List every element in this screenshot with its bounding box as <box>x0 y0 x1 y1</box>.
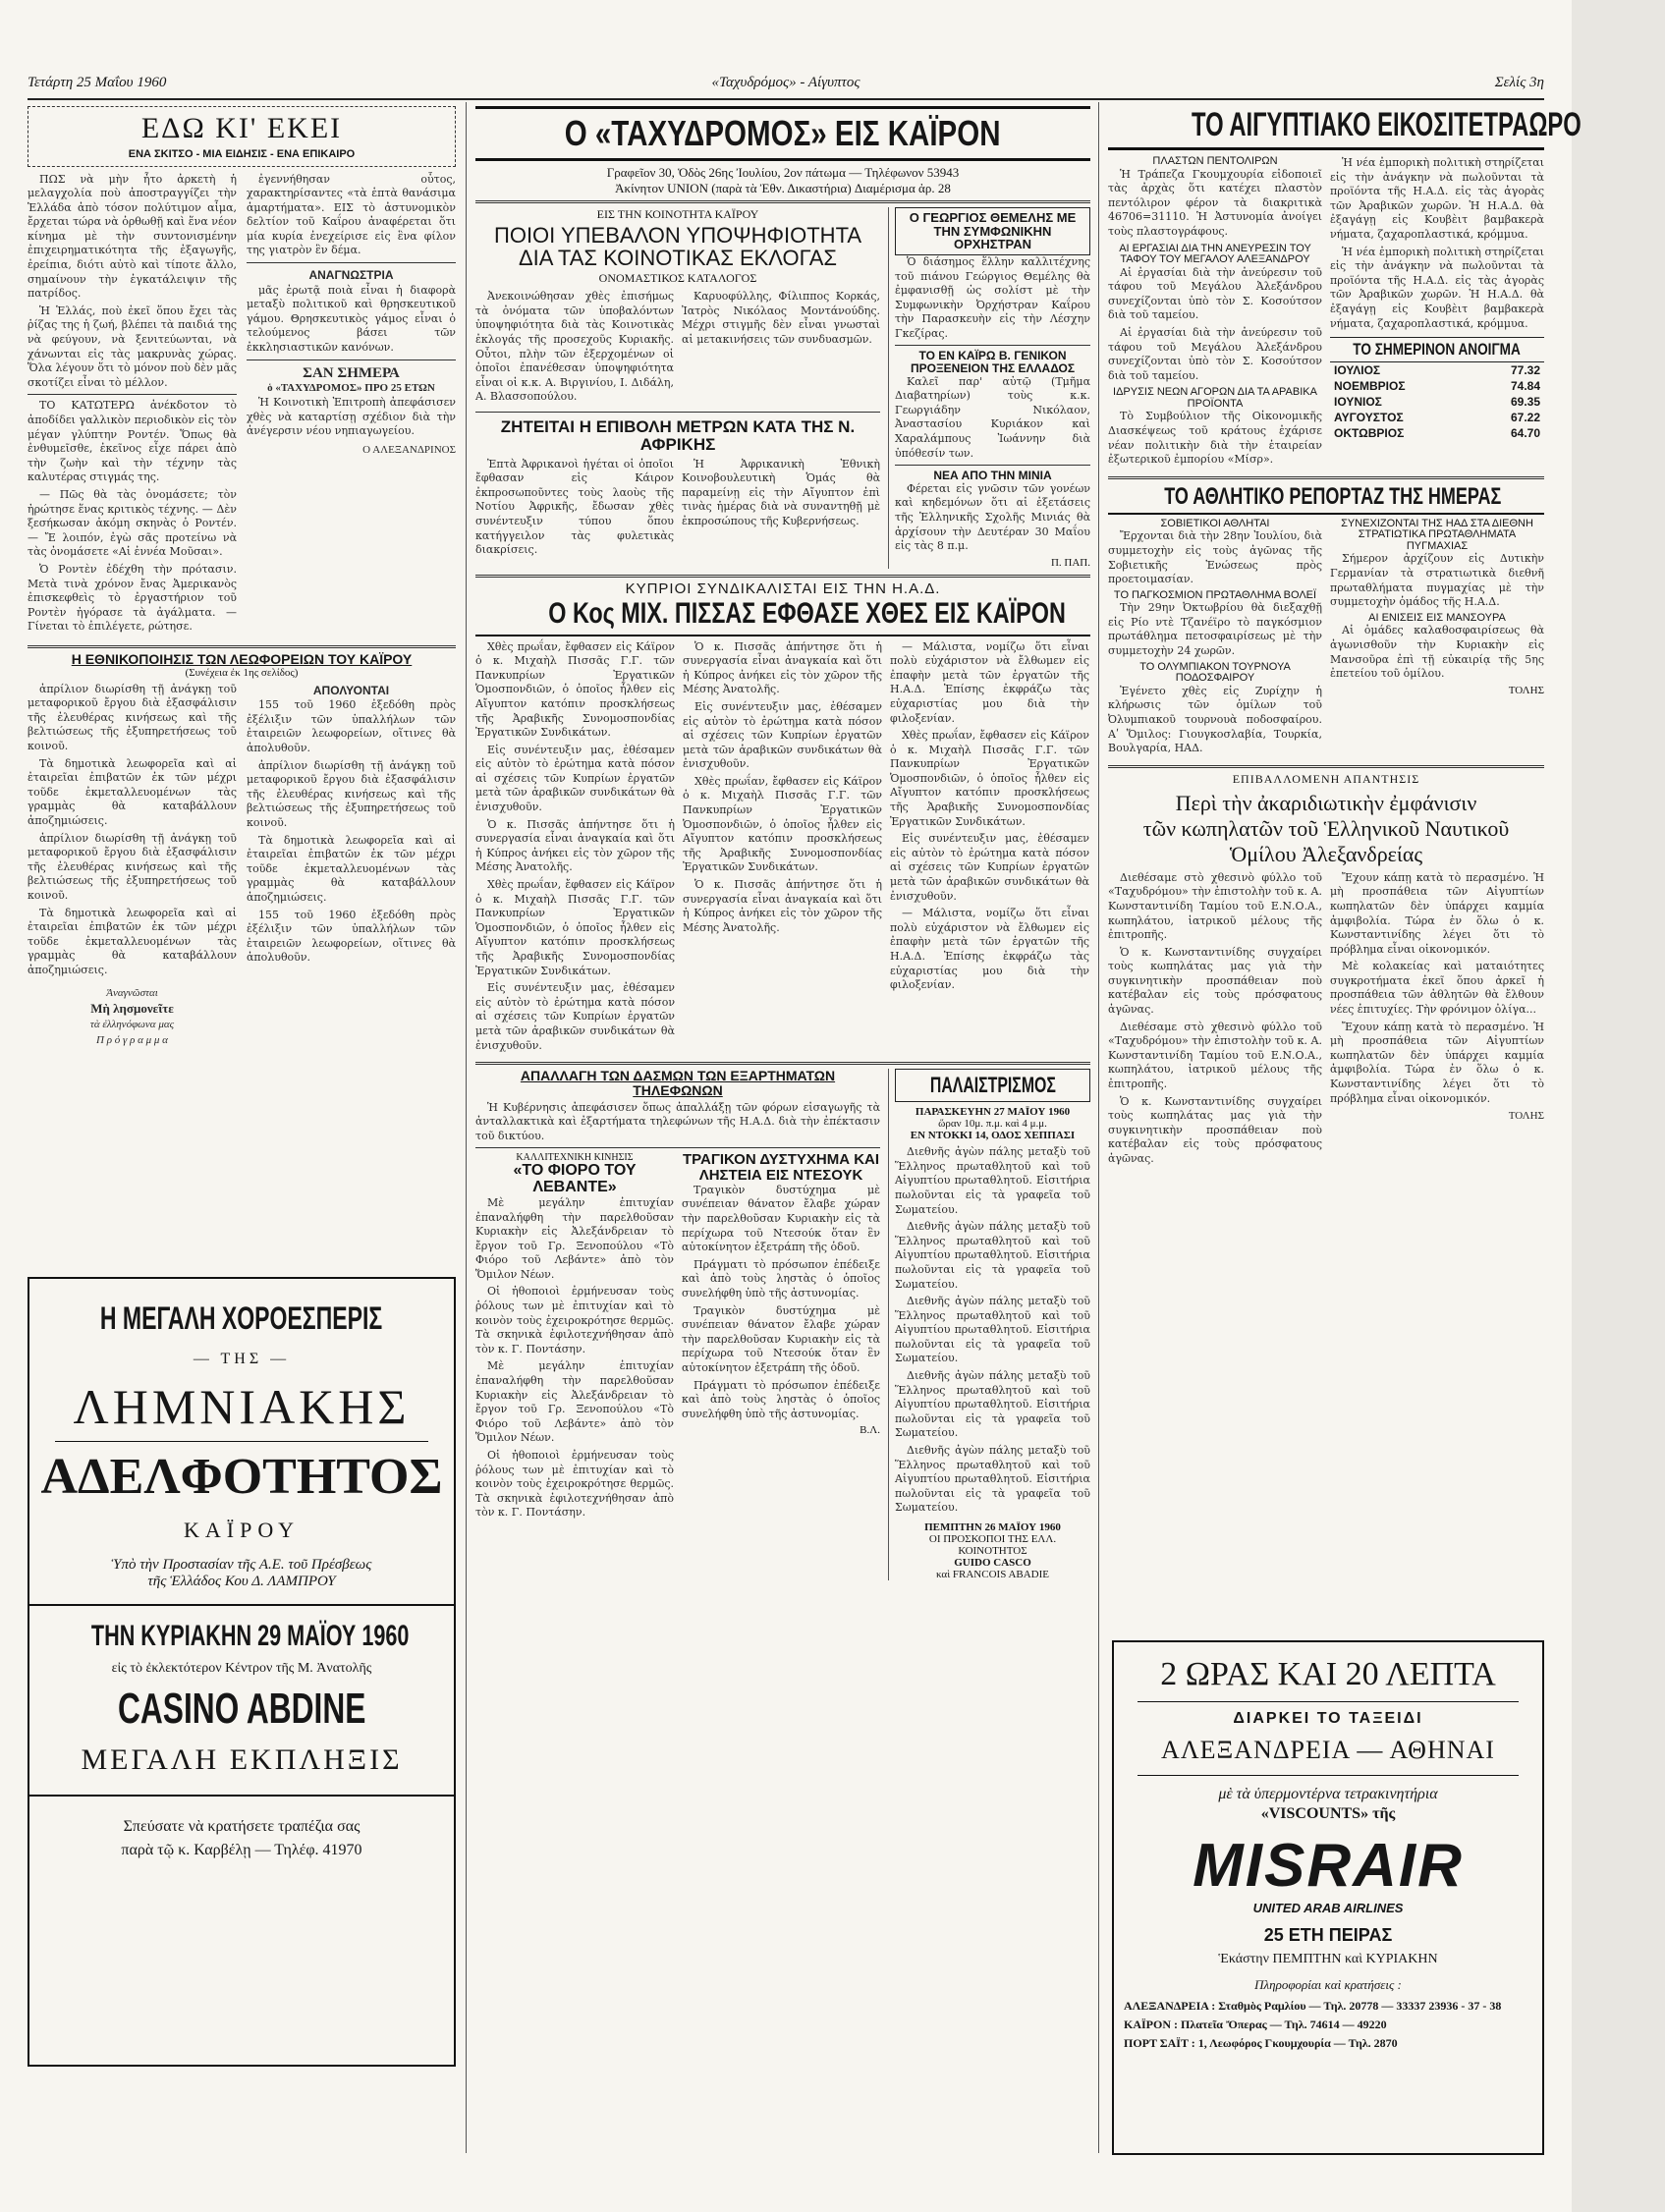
notice-line: Μὴ λησμονεῖτε <box>90 1001 174 1017</box>
buses-headline: Η ΕΘΝΙΚΟΠΟΙΗΣΙΣ ΤΩΝ ΛΕΩΦΟΡΕΙΩΝ ΤΟΥ ΚΑΪΡΟΥ <box>71 650 413 667</box>
racing-venue: ΕΝ ΝΤΟΚΚΙ 14, ΟΔΟΣ ΧΕΠΠΑΣΙ <box>910 1130 1076 1142</box>
ad-reserve-1: Σπεύσατε νὰ κρατήσετε τραπέζια σας <box>123 1818 361 1835</box>
office-address-2: Ἀκίνητον UNION (παρὰ τὰ Ἐθν. Δικαστήρια) Διαμέρισμα ἀρ. 28 <box>615 181 951 195</box>
column-text <box>895 1145 1090 1516</box>
paragraph: Μὲ μεγάλην ἐπιτυχίαν ἐπαναλήφθη τὴν παρελθοῦσαν Κυριακὴν εἰς Ἀλεξάνδρειαν τὸ ἔργον τοῦ Γρ. Ξενοπούλου «Τὸ Φιόρο τοῦ Λεβάντε» ἀπὸ τὸν Ὅμιλον Νέων. <box>475 1195 674 1281</box>
misrair-aircraft: «VISCOUNTS» τῆς <box>1260 1805 1396 1822</box>
paragraph: Εἰς συνέντευξιν μας, ἐθέσαμεν εἰς αὐτὸν τὸ ἐρώτημα κατὰ πόσον αἱ σχέσεις τῶν Κυπρίων ἐργατῶν μετὰ τῶν ἀραβικῶν συνδικάτων θὰ ἐνισχυθοῦν. <box>475 743 675 814</box>
racing-footer-2: ΟΙ ΠΡΟΣΚΟΠΟΙ ΤΗΣ ΕΛΛ. ΚΟΙΝΟΤΗΤΟΣ <box>928 1533 1057 1558</box>
paragraph: Αἱ ἐργασίαι διὰ τὴν ἀνεύρεσιν τοῦ τάφου τοῦ Μεγάλου Ἀλεξάνδρου συνεχίζονται ὑπὸ τὸν Σ. Κοσούτσον διὰ τοῦ ταμείου. <box>1108 265 1322 322</box>
paragraph: Χθὲς πρωΐαν, ἔφθασεν εἰς Κάϊρον ὁ κ. Μιχαὴλ Πισσᾶς Γ.Γ. τῶν Πανκυπρίων Ἐργατικῶν Ὁμοσπονδιῶν, ὁ ὁποῖος ἦλθεν εἰς Αἴγυπτον κατόπιν προσκλήσεως τῆς Ἀραβικῆς Συνομοσπονδίας Ἐργατικῶν Συνδικάτων. <box>475 639 675 740</box>
reply-title-1: Περὶ τὴν ἀκαριδιωτικὴν ἐμφάνισιν <box>1175 790 1477 815</box>
column-text <box>1330 871 1544 1170</box>
edo-ki-ekei-subtitle: ΕΝΑ ΣΚΙΤΣΟ - ΜΙΑ ΕΙΔΗΣΙΣ - ΕΝΑ ΕΠΙΚΑΙΡΟ <box>128 147 356 160</box>
pissas-kicker: ΚΥΠΡΙΟΙ ΣΥΝΔΙΚΑΛΙΣΤΑΙ ΕΙΣ ΤΗΝ Η.Α.Δ. <box>625 580 941 597</box>
paragraph: Τραγικὸν δυστύχημα μὲ συνέπειαν θάνατον ἔλαβε χώραν τὴν παρελθοῦσαν Κυριακὴν εἰς τὰ περίχωρα τοῦ Ντεσούκ ὅταν ἓν αὐτοκίνητον ἐξετράπη τῆς ὁδοῦ. <box>682 1303 880 1374</box>
reply-title-3: Ὁμίλου Ἀλεξανδρείας <box>1229 841 1423 866</box>
paragraph: Ὁ Ροντὲν ἐδέχθη τὴν πρότασιν. Μετὰ τινὰ χρόνον ἔνας Ἀμερικανὸς ἐπισκεφθεὶς τὸ ἐργαστήριον τοῦ Ροντὲν ἠγόρασε τὰ ἀγάλματα. — Γίνεται τὸ ἐπιλέγετε, ρώτησε. <box>28 562 237 634</box>
misrair-port-said: ΠΟΡΤ ΣΑΪΤ : 1, Λεωφόρος Γκουμχουρία — Τηλ. 2870 <box>1124 2036 1398 2050</box>
column-divider <box>466 102 467 2153</box>
subheading: ΑΙ ΕΝΙΣΕΙΣ ΕΙΣ ΜΑΝΣΟΥΡΑ <box>1368 611 1506 624</box>
column-text <box>1108 156 1322 470</box>
column-text <box>28 173 237 637</box>
column-text <box>1330 156 1544 470</box>
ad-date: ΤΗΝ ΚΥΡΙΑΚΗΝ 29 ΜΑΪΟΥ 1960 <box>90 1620 410 1652</box>
notice-line: τὰ ἐλληνόφωνα μας <box>89 1019 175 1031</box>
cotton-month: ΑΥΓΟΥΣΤΟΣ <box>1334 411 1404 425</box>
elections-sub: ΟΝΟΜΑΣΤΙΚΟΣ ΚΑΤΑΛΟΓΟΣ <box>598 271 757 286</box>
page-masthead <box>28 73 1544 100</box>
signature: ΤΟΛΗΣ <box>1508 1110 1544 1123</box>
ad-top-line: Η ΜΕΓΑΛΗ ΧΟΡΟΕΣΠΕΡΙΣ <box>100 1300 383 1336</box>
misrair-info: Πληροφορίαι καὶ κρατήσεις : <box>1254 1977 1402 1992</box>
paragraph: Διεθνῆς ἀγὼν πάλης μεταξὺ τοῦ Ἕλληνος πρωταθλητοῦ καὶ τοῦ Αἰγυπτίου πρωταθλητοῦ. Εἰσιτήρια πωλοῦνται εἰς τὰ γραφεῖα τοῦ Σωματείου. <box>895 1220 1090 1291</box>
paragraph: Μὲ κολακείας καὶ ματαιότητες συγκροτήματα ἐκεῖ ὅπου ἀρκεῖ ἡ προσπάθεια τῶν ἀθλητῶν θὰ ἔλθουν νέες ἐπιτυχίες. Τὴν φρόνιμον ὀλίγα... <box>1330 960 1544 1017</box>
subheading: ΠΛΑΣΤΩΝ ΠΕΝΤΟΛΙΡΩΝ <box>1152 155 1278 167</box>
dance-advertisement <box>28 1277 456 2067</box>
signature: ΤΟΛΗΣ <box>1508 684 1544 696</box>
column-text <box>247 683 456 1049</box>
paragraph: Εἰς συνέντευξιν μας, ἐθέσαμεν εἰς αὐτὸν τὸ ἐρώτημα κατὰ πόσον αἱ σχέσεις τῶν Κυπρίων ἐργατῶν μετὰ τῶν ἀραβικῶν συνδικάτων θὰ ἐνισχυθοῦν. <box>683 699 882 771</box>
paragraph: Ἡ νέα ἐμπορικὴ πολιτικὴ στηρίζεται εἰς τὴν ἀνάγκην νὰ πωλοῦνται τὰ προϊόντα τῆς Η.Α.Δ. εἰς τὰς ἀγορὰς τῶν Ἀραβικῶν χωρῶν. Ἡ Η.Α.Δ. θὰ ἐξαγάγῃ εἰς Κουβὲιτ βαμβακερὰ νήματα, ζαχαροπλαστικά, κρόμμυα. <box>1330 245 1544 330</box>
subheading: ΑΠΟΛΥΟΝΤΑΙ <box>312 683 390 697</box>
notice-line: Ἀναγνῶσται <box>106 987 158 1000</box>
paragraph: Αἱ ἐργασίαι διὰ τὴν ἀνεύρεσιν τοῦ τάφου τοῦ Μεγάλου Ἀλεξάνδρου συνεχίζονται ὑπὸ τὸν Σ. Κοσούτσον διὰ τοῦ ταμείου. <box>1108 325 1322 382</box>
paragraph: Ὁ κ. Πισσᾶς ἀπήντησε ὅτι ἡ συνεργασία εἶναι ἀναγκαία καὶ ὅτι ἡ Κύπρος ἀνήκει εἰς τὸν χῶρον τῆς Μέσης Ἀνατολῆς. <box>683 878 882 934</box>
column-text <box>475 1196 674 1521</box>
paragraph: Ἔρχονται διὰ τὴν 28ην Ἰουλίου, διὰ συμμετοχὴν εἰς τοὺς ἀγῶνας τῆς Σοβιετικῆς Ἑνώσεως πρὸς προετοιμασίαν. <box>1108 529 1322 586</box>
column-text <box>683 640 882 1057</box>
fioro-kicker: ΚΑΛΛΙΤΕΧΝΙΚΗ ΚΙΝΗΣΙΣ <box>516 1152 634 1164</box>
paragraph: Ἐγένετο χθὲς εἰς Ζυρίχην ἡ κλήρωσις τῶν ὁμίλων τοῦ Ὀλυμπιακοῦ τουρνουὰ ποδοσφαίρου. Αʹ Ὅμιλος: Γιουγκοσλαβία, Τουρκία, Βουλγαρία, ΗΑΔ. <box>1108 684 1322 755</box>
cotton-row <box>1330 410 1544 425</box>
column-text <box>1108 519 1322 759</box>
paragraph: Διεθνῆς ἀγὼν πάλης μεταξὺ τοῦ Ἕλληνος πρωταθλητοῦ καὶ τοῦ Αἰγυπτίου πρωταθλητοῦ. Εἰσιτήρια πωλοῦνται εἰς τὰ γραφεῖα τοῦ Σωματείου. <box>895 1145 1090 1216</box>
ad-reserve-2: παρὰ τῷ κ. Καρβέλῃ — Τηλέφ. 41970 <box>121 1842 362 1858</box>
cotton-row <box>1330 394 1544 410</box>
paragraph: ἀπρίλιον διωρίσθη τῇ ἀνάγκῃ τοῦ μεταφορικοῦ ἔργου διὰ ἐξασφάλισιν τῆς ἐλευθέρας κινήσεως καὶ τῆς βελτιώσεως τῆς ἐξυπηρετήσεως τοῦ κοινοῦ. <box>247 758 456 829</box>
paragraph: Διεθνῆς ἀγὼν πάλης μεταξὺ τοῦ Ἕλληνος πρωταθλητοῦ καὶ τοῦ Αἰγυπτίου πρωταθλητοῦ. Εἰσιτήρια πωλοῦνται εἰς τὰ γραφεῖα τοῦ Σωματείου. <box>895 1295 1090 1365</box>
paragraph: Ἡ Τράπεζα Γκουμχουρία εἰδοποιεῖ τὰς ἀρχὰς ὅτι κατέχει πλαστὸν πεντόλιρον φέρον τὰ διακριτικὰ 46706=31110. Ἡ Ἀστυνομία ἀνοίγει τοὺς πλαστογράφους. <box>1108 167 1322 238</box>
paragraph: Τὰ δημοτικὰ λεωφορεῖα καὶ αἱ ἐταιρεῖαι ἐπιβατῶν ἐκ τῶν μέχρι τοῦδε ἐκμεταλλευομένων τὰς γραμμὰς θὰ καταβάλλουν ἀποζημιώσεις. <box>28 756 237 827</box>
column-text <box>682 290 880 408</box>
announce-heading: ΑΝΑΓΝΩΣΤΡΙΑ <box>308 268 394 283</box>
signature: Π. ΠΑΠ. <box>1050 556 1090 569</box>
accident-article <box>682 1152 880 1523</box>
center-lower-left <box>475 1069 880 1580</box>
subheading: ΤΟ ΟΛΥΜΠΙΑΚΟΝ ΤΟΥΡΝΟΥΑ ΠΟΔΟΣΦΑΙΡΟΥ <box>1139 660 1291 685</box>
paragraph: 155 τοῦ 1960 ἐξεδόθη πρὸς ἐξέλιξιν τῶν ὑπαλλήλων τῶν ἐταιρειῶν λεωφορείων, οἵτινες θὰ ἀπολυθοῦν. <box>247 908 456 965</box>
minia-headline: ΝΕΑ ΑΠΟ ΤΗΝ ΜΙΝΙΑ <box>933 469 1052 483</box>
column-left <box>28 106 456 1265</box>
subheading: ΙΔΡΥΣΙΣ ΝΕΩΝ ΑΓΟΡΩΝ ΔΙΑ ΤΑ ΑΡΑΒΙΚΑ ΠΡΟΪΟΝΤΑ <box>1113 386 1317 410</box>
paragraph: Ἀνεκοινώθησαν χθὲς ἐπισήμως τὰ ὀνόματα τῶν ὑποβαλόντων ὑποψηφιότητα διὰ τὰς Κοινοτικὰς ἐκλογάς τῆς προσεχοῦς Κυριακῆς. Οὗτοι, πλὴν τῶν ἐξερχομένων οἱ ὁποῖοι ἐπανέθεσαν ὑποψηφιότητα εἶναι οἱ κ.κ. Α. Βιργινίου, Ι. Διδάλη, Α. Βλασσοπούλου. <box>475 290 674 404</box>
racing-headline: ΠΑΛΑΙΣΤΡΙΣΜΟΣ <box>929 1073 1056 1098</box>
reply-kicker: ΕΠΙΒΑΛΛΟΜΕΝΗ ΑΠΑΝΤΗΣΙΣ <box>1232 771 1420 786</box>
paragraph: Εἰς συνέντευξιν μας, ἐθέσαμεν εἰς αὐτὸν τὸ ἐρώτημα κατὰ πόσον αἱ σχέσεις τῶν Κυπρίων ἐργατῶν μετὰ τῶν ἀραβικῶν συνδικάτων θὰ ἐνισχυθοῦν. <box>890 832 1089 903</box>
ad-surprise: ΜΕΓΑΛΗ ΕΚΠΛΗΞΙΣ <box>81 1743 403 1776</box>
reply-title-2: τῶν κωπηλατῶν τοῦ Ἑλληνικοῦ Ναυτικοῦ <box>1142 815 1510 841</box>
racing-footer-3: GUIDO CASCO <box>954 1557 1031 1570</box>
telephones-headline: ΑΠΑΛΛΑΓΗ ΤΩΝ ΔΑΣΜΩΝ ΤΩΝ ΕΞΑΡΤΗΜΑΤΩΝ ΤΗΛΕΦΩΝΩΝ <box>520 1068 836 1098</box>
ad-the: — ΤΗΣ — <box>193 1351 291 1367</box>
paragraph: μᾶς ἐρωτᾷ ποιὰ εἶναι ἡ διαφορὰ μεταξὺ πολιτικοῦ καὶ θρησκευτικοῦ γάμου. Θρησκευτικὸς γάμος εἶναι ὁ τελούμενος βάσει τῶν ἐκκλησιαστικῶν κανόνων. <box>247 283 456 355</box>
column-center <box>475 106 1090 2159</box>
paragraph: Διεθέσαμε στὸ χθεσινὸ φύλλο τοῦ «Ταχυδρόμου» τὴν ἐπιστολὴν τοῦ κ. Α. Κωνσταντινίδη Ταμίου τοῦ Ε.Ν.Ο.Α., κωπηλάτου, ἰατρικοῦ μέλους τῆς ἐπιτροπῆς. <box>1108 1020 1322 1091</box>
ad-venue: CASINO ABDINE <box>117 1685 366 1733</box>
signature: Ο ΑΛΕΞΑΝΔΡΙΝΟΣ <box>362 443 456 456</box>
notice-line: Π ρ ό γ ρ α μ μ α <box>96 1034 168 1047</box>
cairo-office-title: Ο «ΤΑΧΥΔΡΟΜΟΣ» ΕΙΣ ΚΑΪΡΟΝ <box>565 113 1001 153</box>
paragraph: ΠΩΣ νὰ μὴν ἦτο ἀρκετὴ ἡ μελαγχολία ποὺ ἀποστραγγίζει τὴν Ἑλλάδα ἀπὸ τόσον πολύτιμον αἷμα, ἔρχεται τώρα νὰ ὀρθωθῇ καὶ ἕνα νέον κίνημα μὲ τὴν συντονισμένην ἐπιχειρηματικότητα τῆς ἐξαγωγῆς, ἐρείπια, διότι αὐτὸ καὶ τίποτε ἄλλο, σημαίνουν τὴν ἐγκατάλειψιν τῆς πατρίδος. <box>28 172 237 301</box>
south-africa-headline: ΖΗΤΕΙΤΑΙ Η ΕΠΙΒΟΛΗ ΜΕΤΡΩΝ ΚΑΤΑ ΤΗΣ Ν. ΑΦΡΙΚΗΣ <box>500 416 856 454</box>
pissas-headline: Ο Κος ΜΙΧ. ΠΙΣΣΑΣ ΕΦΘΑΣΕ ΧΘΕΣ ΕΙΣ ΚΑΪΡΟΝ <box>548 596 1066 630</box>
subheading: ΣΥΝΕΧΙΖΟΝΤΑΙ ΤΗΣ ΗΑΔ ΣΤΑ ΔΙΕΘΝΗ ΣΤΡΑΤΙΩΤΙΚΑ ΠΡΩΤΑΘΛΗΜΑΤΑ ΠΥΓΜΑΧΙΑΣ <box>1341 517 1533 552</box>
misrair-duration: 2 ΩΡΑΣ ΚΑΙ 20 ΛΕΠΤΑ <box>1160 1656 1496 1692</box>
ad-org-1: ΛΗΜΝΙΑΚΗΣ <box>73 1379 411 1434</box>
paragraph: — Πῶς θὰ τὰς ὀνομάσετε; τὸν ἠρώτησε ἕνας κριτικὸς τέχνης. — Δὲν ξεσήκωσαν ἀκόμη σκηνὰς ὁ Ροντέν. — Ἔ λοιπόν, ἐγὼ σᾶς προτείνω νὰ τὰς ὀνομάσετε «Αἱ ἐννέα Μοῦσαι». <box>28 487 237 559</box>
paragraph: Χθὲς πρωΐαν, ἔφθασεν εἰς Κάϊρον ὁ κ. Μιχαὴλ Πισσᾶς Γ.Γ. τῶν Πανκυπρίων Ἐργατικῶν Ὁμοσπονδιῶν, ὁ ὁποῖος ἦλθεν εἰς Αἴγυπτον κατόπιν προσκλήσεως τῆς Ἀραβικῆς Συνομοσπονδίας Ἐργατικῶν Συνδικάτων. <box>683 774 882 874</box>
misrair-days: Ἑκάστην ΠΕΜΠΤΗΝ καὶ ΚΥΡΙΑΚΗΝ <box>1218 1952 1438 1966</box>
paragraph: Ὁ κ. Κωνσταντινίδης συγχαίρει τοὺς κωπηλάτας μας γιὰ τὴν συγκινητικὴν προσπάθειαν ποὺ κατέβαλαν εἰς τοὺς πρόσφατους ἀγῶνας. <box>1108 945 1322 1017</box>
cotton-price: 64.70 <box>1510 426 1540 441</box>
consulate-headline: ΤΟ ΕΝ ΚΑΪΡΩ Β. ΓΕΝΙΚΟΝ ΠΡΟΞΕΝΕΙΟΝ ΤΗΣ ΕΛΛΑΔΟΣ <box>910 349 1076 376</box>
column-text <box>475 290 674 408</box>
paragraph: Ἡ Κοινοτικὴ Ἐπιτροπὴ ἀπεφάσισεν χθὲς νὰ καταρτίσῃ σχέδιον διὰ τὴν ἀνέγερσιν νέου νηπιαγωγείου. <box>247 395 456 438</box>
paragraph: Ἡ Ἑλλάς, ποὺ ἐκεῖ ὅπου ἔχει τὰς ῥίζας της ἡ ζωή, βλέπει τὰ παιδιά της νὰ φεύγουν, νὰ ξενιτεύωνται, νὰ χάνωνται εἰς τὰς μακρυνὰς χώρας. Ὅλα λέγουν ὅτι τὸ μόνον ποὺ δὲν μᾶς σκοτίζει εἶναι τὸ μέλλον. <box>28 304 237 389</box>
paragraph: Ὁ κ. Πισσᾶς ἀπήντησε ὅτι ἡ συνεργασία εἶναι ἀναγκαία καὶ ὅτι ἡ Κύπρος ἀνήκει εἰς τὸν χῶρον τῆς Μέσης Ἀνατολῆς. <box>683 639 882 696</box>
subheading: ΣΟΒΙΕΤΙΚΟΙ ΑΘΛΗΤΑΙ <box>1160 517 1270 529</box>
paragraph: Ἔχουν κάπῃ κατὰ τὸ περασμένο. Ἡ μὴ προσπάθεια τῶν Αἰγυπτίων κωπηλατῶν δὲν ὑπάρχει καμμία ἀμφιβολία. Τώρα ἐν ὅλω ὁ κ. Κωνσταντινίδης λέγει ὅτι τὸ πρόβλημα εἶναι οἰκονομικόν. <box>1330 1020 1544 1105</box>
racing-article <box>888 1069 1090 1580</box>
racing-footer-1: ΠΕΜΠΤΗΝ 26 ΜΑΪΟΥ 1960 <box>924 1521 1061 1534</box>
paragraph: Χθὲς πρωΐαν, ἔφθασεν εἰς Κάϊρον ὁ κ. Μιχαὴλ Πισσᾶς Γ.Γ. τῶν Πανκυπρίων Ἐργατικῶν Ὁμοσπονδιῶν, ὁ ὁποῖος ἦλθεν εἰς Αἴγυπτον κατόπιν προσκλήσεως τῆς Ἀραβικῆς Συνομοσπονδίας Ἐργατικῶν Συνδικάτων. <box>475 878 675 977</box>
ad-patron-2: τῆς Ἑλλάδος Κου Δ. ΛΑΜΠΡΟΥ <box>147 1574 336 1589</box>
elections-article <box>475 207 880 569</box>
column-text <box>475 1101 880 1144</box>
paragraph: ἀπρίλιον διωρίσθη τῇ ἀνάγκῃ τοῦ μεταφορικοῦ ἔργου διὰ ἐξασφάλισιν τῆς ἐλευθέρας κινήσεως καὶ τῆς βελτιώσεως τῆς ἐξυπηρετήσεως τοῦ κοινοῦ. <box>28 682 237 752</box>
cotton-row <box>1330 362 1544 378</box>
column-text <box>682 1184 880 1422</box>
cotton-price: 74.84 <box>1510 379 1540 394</box>
cotton-row <box>1330 425 1544 441</box>
paragraph: Τὸ Συμβούλιον τῆς Οἰκονομικῆς Διασκέψεως τοῦ κράτους ἐχάρισε νέαν πολιτικὴν διὰ τὴν ἑταιρείαν ἐξωτερικοῦ ἐμπορίου «Μίσρ». <box>1108 410 1322 467</box>
cotton-month: ΝΟΕΜΒΡΙΟΣ <box>1334 379 1406 394</box>
paragraph: — Μάλιστα, νομίζω ὅτι εἶναι πολὺ εὐχάριστον νὰ ἔλθωμεν εἰς ἐπαφὴν μετὰ τῶν ἐργατῶν τῆς Η.Α.Δ. Ἐπίσης ἐκφράζω τὰς εὐχαριστίας μου διὰ τὴν φιλοξενίαν. <box>890 639 1089 725</box>
cotton-price: 67.22 <box>1510 411 1540 425</box>
column-text <box>682 458 880 561</box>
racing-time: ὥραν 10μ. π.μ. καὶ 4 μ.μ. <box>938 1118 1047 1131</box>
paragraph: Ἡ Κυβέρνησις ἀπεφάσισεν ὅπως ἀπαλλάξῃ τῶν φόρων εἰσαγωγῆς τὰ ἀνταλλακτικὰ καὶ ἐξαρτήματα τηλεφώνων τῆς Η.Α.Δ. διὰ τὴν ἐπέκτασιν τοῦ δικτύου. <box>475 1100 880 1142</box>
paragraph: Ἔχουν κάπῃ κατὰ τὸ περασμένο. Ἡ μὴ προσπάθεια τῶν Αἰγυπτίων κωπηλατῶν δὲν ὑπάρχει καμμία ἀμφιβολία. Τώρα ἐν ὅλω ὁ κ. Κωνσταντινίδης λέγει ὅτι τὸ πρόβλημα εἶναι οἰκονομικόν. <box>1330 870 1544 956</box>
ad-venue-pre: εἰς τὸ ἐκλεκτότερον Κέντρον τῆς Μ. Ἀνατολῆς <box>111 1661 372 1676</box>
misrair-advertisement <box>1112 1640 1544 2155</box>
paragraph: Διεθνῆς ἀγὼν πάλης μεταξὺ τοῦ Ἕλληνος πρωταθλητοῦ καὶ τοῦ Αἰγυπτίου πρωταθλητοῦ. Εἰσιτήρια πωλοῦνται εἰς τὰ γραφεῖα τοῦ Σωματείου. <box>895 1444 1090 1515</box>
reply-headline <box>1108 791 1544 867</box>
edo-ki-ekei-header <box>28 106 456 167</box>
paragraph: ΤΟ ΚΑΤΩΤΕΡΩ ἀνέκδοτον τὸ ἀποδίδει γαλλικὸν περιοδικὸν εἰς τὸν μέγαν γλύπτην Ροντέν. Ὅπως θὰ ἐνθυμεῖσθε, ἐκεῖνος εἶχε πάρει ἀπὸ τὴν ζωὴν καὶ τὴν τέχνην τὰς καλυτέρας στιγμάς της. <box>28 399 237 484</box>
cotton-month: ΙΟΥΝΙΟΣ <box>1334 395 1382 410</box>
paragraph: Ὁ διάσημος ἕλλην καλλιτέχνης τοῦ πιάνου Γεώργιος Θεμέλης θὰ ἐμφανισθῇ ὡς σολίστ μὲ τὴν Συμφωνικὴν Ὀρχήστραν Καΐρου τὴν Παρασκευὴν εἰς τὴν Λέσχην Γκεζίρας. <box>895 254 1090 340</box>
cotton-table <box>1330 362 1544 441</box>
paragraph: Καλεῖ παρ' αὐτῷ (Τμῆμα Διαβατηρίων) τοὺς κ.κ. Γεωργιάδην Νικόλαον, Ἀναστασίου Κυριάκον καὶ Χαραλάμπους Ἰωάννην διὰ ὑπόθεσίν των. <box>895 374 1090 460</box>
issue-date: Τετάρτη 25 Μαΐου 1960 <box>28 75 167 90</box>
paragraph: Ὁ κ. Πισσᾶς ἀπήντησε ὅτι ἡ συνεργασία εἶναι ἀναγκαία καὶ ὅτι ἡ Κύπρος ἀνήκει εἰς τὸν χῶρον τῆς Μέσης Ἀνατολῆς. <box>475 817 675 874</box>
column-text <box>895 482 1090 554</box>
accident-headline: ΤΡΑΓΙΚΟΝ ΔΥΣΤΥΧΗΜΑ ΚΑΙ ΛΗΣΤΕΙΑ ΕΙΣ ΝΤΕΣΟΥΚ <box>682 1151 880 1185</box>
paragraph: Τραγικὸν δυστύχημα μὲ συνέπειαν θάνατον ἔλαβε χώραν τὴν παρελθοῦσαν Κυριακὴν εἰς τὰ περίχωρα τοῦ Ντεσούκ ὅταν ἓν αὐτοκίνητον ἐξετράπη τῆς ὁδοῦ. <box>682 1183 880 1254</box>
column-text <box>247 173 456 637</box>
cotton-row <box>1330 378 1544 394</box>
paragraph: Πράγματι τὸ πρόσωπον ἐπέδειξε καὶ ἀπὸ τοὺς ληστὰς ὁ ὁποῖος συνελήφθη ὑπὸ τῆς ἀστυνομίας. <box>682 1257 880 1300</box>
elections-kicker: ΕΙΣ ΤΗΝ ΚΟΙΝΟΤΗΤΑ ΚΑΪΡΟΥ <box>596 207 759 221</box>
subheading: ΑΙ ΕΡΓΑΣΙΑΙ ΔΙΑ ΤΗΝ ΑΝΕΥΡΕΣΙΝ ΤΟΥ ΤΑΦΟΥ ΤΟΥ ΜΕΓΑΛΟΥ ΑΛΕΞΑΝΔΡΟΥ <box>1119 242 1311 266</box>
readers-notice <box>28 985 237 1048</box>
paragraph: Φέρεται εἰς γνῶσιν τῶν γονέων καὶ κηδεμόνων ὅτι αἱ ἐξετάσεις τῆς Ἑλληνικῆς Σχολῆς Μινιάς θὰ ἀρχίσουν τὴν Δευτέραν 30 Μαΐου εἰς τὰς 8 π.μ. <box>895 481 1090 553</box>
paragraph: Οἱ ἠθοποιοὶ ἐρμήνευσαν τοὺς ῥόλους των μὲ ἐπιτυχίαν καὶ τὸ κοινὸν τοὺς ἐχειροκρότησε θερμῶς. Τὰ σκηνικὰ ἐφιλοτεχνήθησαν ἀπὸ τὸν κ. Γ. Ποντάσην. <box>475 1449 674 1520</box>
paragraph: Διεθνῆς ἀγὼν πάλης μεταξὺ τοῦ Ἕλληνος πρωταθλητοῦ καὶ τοῦ Αἰγυπτίου πρωταθλητοῦ. Εἰσιτήρια πωλοῦνται εἰς τὰ γραφεῖα τοῦ Σωματείου. <box>895 1369 1090 1440</box>
egypt24-headline: ΤΟ ΑΙΓΥΠΤΙΑΚΟ ΕΙΚΟΣΙΤΕΤΡΑΩΡΟ <box>1192 106 1582 143</box>
san-simera-heading: ΣΑΝ ΣΗΜΕΡΑ <box>303 364 400 381</box>
paragraph: — Μάλιστα, νομίζω ὅτι εἶναι πολὺ εὐχάριστον νὰ ἔλθωμεν εἰς ἐπαφὴν μετὰ τῶν ἐργατῶν τῆς Η.Α.Δ. Ἐπίσης ἐκφράζω τὰς εὐχαριστίας μου διὰ τὴν φιλοξενίαν. <box>890 907 1089 992</box>
misrair-alex: ΑΛΕΞΑΝΔΡΕΙΑ : Σταθμὸς Ραμλίου — Τηλ. 20778 — 33337 23936 - 37 - 38 <box>1124 1999 1502 2013</box>
paragraph: Σήμερον ἀρχίζουν εἰς Δυτικὴν Γερμανίαν τὰ στρατιωτικὰ διεθνῆ πρωταθλήματα πυγμαχίας μὲ τὴν συμμετοχὴν ὁμάδος τῆς Η.Α.Δ. <box>1330 552 1544 609</box>
page-number: Σελίς 3η <box>1494 75 1544 90</box>
center-side-column <box>888 207 1090 569</box>
column-text <box>895 375 1090 462</box>
ad-org-2: ΑΔΕΛΦΟΤΗΤΟΣ <box>40 1449 443 1505</box>
column-text <box>475 640 675 1057</box>
paragraph: Χθὲς πρωΐαν, ἔφθασεν εἰς Κάϊρον ὁ κ. Μιχαὴλ Πισσᾶς Γ.Γ. τῶν Πανκυπρίων Ἐργατικῶν Ὁμοσπονδιῶν, ὁ ὁποῖος ἦλθεν εἰς Αἴγυπτον κατόπιν προσκλήσεως τῆς Ἀραβικῆς Συνομοσπονδίας Ἐργατικῶν Συνδικάτων. <box>890 729 1089 828</box>
column-text <box>28 683 237 1049</box>
column-text <box>475 458 674 561</box>
cotton-price: 77.32 <box>1510 363 1540 378</box>
racing-footer-4: καὶ FRANCOIS ABADIE <box>935 1569 1050 1581</box>
office-address-1: Γραφεῖον 30, Ὁδὸς 26ης Ἰουλίου, 2ον πάτωμα — Τηλέφωνον 53943 <box>606 165 960 180</box>
paragraph: Τὰ δημοτικὰ λεωφορεῖα καὶ αἱ ἐταιρεῖαι ἐπιβατῶν ἐκ τῶν μέχρι τοῦδε ἐκμεταλλευομένων τὰς γραμμὰς θὰ καταβάλλουν ἀποζημιώσεις. <box>28 906 237 976</box>
paragraph: Τὰ δημοτικὰ λεωφορεῖα καὶ αἱ ἐταιρεῖαι ἐπιβατῶν ἐκ τῶν μέχρι τοῦδε ἐκμεταλλευομένων τὰς γραμμὰς θὰ καταβάλλουν ἀποζημιώσεις. <box>247 833 456 904</box>
paper-name: «Ταχυδρόμος» - Αίγυπτος <box>711 75 860 90</box>
ad-city: ΚΑΪΡΟΥ <box>183 1518 301 1542</box>
paragraph: Μὲ μεγάλην ἐπιτυχίαν ἐπαναλήφθη τὴν παρελθοῦσαν Κυριακὴν εἰς Ἀλεξάνδρειαν τὸ ἔργον τοῦ Γρ. Ξενοπούλου «Τὸ Φιόρο τοῦ Λεβάντε» ἀπὸ τὸν Ὅμιλον Νέων. <box>475 1359 674 1445</box>
column-text <box>1108 871 1322 1170</box>
paragraph: 155 τοῦ 1960 ἐξεδόθη πρὸς ἐξέλιξιν τῶν ὑπαλλήλων τῶν ἐταιρειῶν λεωφορείων, οἵτινες θὰ ἀπολυθοῦν. <box>247 698 456 754</box>
paragraph: Τὴν 29ην Ὀκτωβρίου θὰ διεξαχθῇ εἰς Ρίο ντὲ Τζανέϊρο τὸ παγκόσμιον πρωτάθλημα πετοσφαιρίσεως μὲ τὴν συμμετοχὴν 24 χωρῶν. <box>1108 601 1322 658</box>
edo-ki-ekei-title: ΕΔΩ ΚΙ' ΕΚΕΙ <box>140 112 343 144</box>
ad-patron-1: Ὑπὸ τὴν Προστασίαν τῆς Α.Ε. τοῦ Πρέσβεως <box>111 1557 372 1573</box>
paragraph: Διεθέσαμε στὸ χθεσινὸ φύλλο τοῦ «Ταχυδρόμου» τὴν ἐπιστολὴν τοῦ κ. Α. Κωνσταντινίδη Ταμίου τοῦ Ε.Ν.Ο.Α., κωπηλάτου, ἰατρικοῦ μέλους τῆς ἐπιτροπῆς. <box>1108 870 1322 942</box>
subheading: ΤΟ ΠΑΓΚΟΣΜΙΟΝ ΠΡΩΤΑΘΛΗΜΑ ΒΟΛΕΪ <box>1113 588 1317 601</box>
cairo-office-banner <box>475 106 1090 161</box>
paragraph: Ἐπτὰ Ἀφρικανοὶ ἡγέται οἱ ὁποῖοι ἔφθασαν εἰς Κάιρον ἐκπροσωποῦντες τοὺς λαοὺς τῆς Νοτίου Ἀφρικῆς, ἔδωσαν χθὲς συνέντευξιν τύπου ὅπου κατήγγειλον τὰς φυλετικὰς διακρίσεις. <box>475 457 674 557</box>
paragraph: Οἱ ἠθοποιοὶ ἐρμήνευσαν τοὺς ῥόλους των μὲ ἐπιτυχίαν καὶ τὸ κοινὸν τοὺς ἐχειροκρότησε θερμῶς. Τὰ σκηνικὰ ἐφιλοτεχνήθησαν ἀπὸ τὸν κ. Γ. Ποντάσην. <box>475 1285 674 1355</box>
san-simera-sub: ὁ «ΤΑΧΥΔΡΟΜΟΣ» ΠΡΟ 25 ΕΤΩΝ <box>267 382 435 395</box>
misrair-years: 25 ΕΤΗ ΠΕΙΡΑΣ <box>1263 1925 1393 1945</box>
misrair-cairo: ΚΑΪΡΟΝ : Πλατεῖα Ὄπερας — Τηλ. 74614 — 49220 <box>1124 2018 1387 2031</box>
column-text <box>1330 519 1544 759</box>
column-divider <box>1098 102 1099 2153</box>
sports-headline: ΤΟ ΑΘΛΗΤΙΚΟ ΡΕΠΟΡΤΑΖ ΤΗΣ ΗΜΕΡΑΣ <box>1164 482 1502 510</box>
cotton-month: ΟΚΤΩΒΡΙΟΣ <box>1334 426 1405 441</box>
column-text <box>890 640 1089 1057</box>
elections-headline: ΠΟΙΟΙ ΥΠΕΒΑΛΟΝ ΥΠΟΨΗΦΙΟΤΗΤΑ ΔΙΑ ΤΑΣ ΚΟΙΝΟΤΙΚΑΣ ΕΚΛΟΓΑΣ <box>493 223 862 271</box>
cotton-price: 69.35 <box>1510 395 1540 410</box>
paragraph: Ὁ κ. Κωνσταντινίδης συγχαίρει τοὺς κωπηλάτας μας γιὰ τὴν συγκινητικὴν προσπάθειαν ποὺ κατέβαλαν εἰς τοὺς πρόσφατους ἀγῶνας. <box>1108 1094 1322 1166</box>
misrair-route: ΑΛΕΞΑΝΔΡΕΙΑ — ΑΘΗΝΑΙ <box>1161 1736 1495 1764</box>
column-text <box>895 255 1090 342</box>
signature: Β.Λ. <box>860 1424 880 1437</box>
column-right <box>1108 106 1582 1166</box>
misrair-aircraft-pre: μὲ τὰ ὑπερμοντέρνα τετρακινητήρια <box>1218 1786 1438 1802</box>
misrair-line-1: ΔΙΑΡΚΕΙ ΤΟ ΤΑΞΕΙΔΙ <box>1233 1710 1423 1727</box>
paragraph: Καρυοφύλλης, Φίλιππος Κορκάς, Ἰατρὸς Νικόλαος Μοντάνούδης. Μέχρι στιγμῆς δὲν εἶναι γνωσταὶ αἱ μετακινήσεις τῶν συνδυασμῶν. <box>682 290 880 346</box>
fioro-headline: «ΤΟ ΦΙΟΡΟ ΤΟΥ ΛΕΒΑΝΤΕ» <box>513 1162 637 1196</box>
paragraph: ἐγεννήθησαν οὗτος, χαρακτηρίσαντες «τὰ ἑπτὰ θανάσιμα ἁμαρτήματα». ΕΙΣ τὸ ἀστυνομικὸν δελτίον τοῦ Καΐρου ἀναφέρεται ὅτι μία κυρία ἐνεχείρισε εἰς ἓνα φίλον της γιατρὸν ἓν δέμα. <box>247 172 456 257</box>
misrair-logo-sub: UNITED ARAB AIRLINES <box>1252 1901 1404 1915</box>
paragraph: Πράγματι τὸ πρόσωπον ἐπέδειξε καὶ ἀπὸ τοὺς ληστὰς ὁ ὁποῖος συνελήφθη ὑπὸ τῆς ἀστυνομίας. <box>682 1378 880 1420</box>
cotton-month: ΙΟΥΛΙΟΣ <box>1334 363 1381 378</box>
paragraph: ἀπρίλιον διωρίσθη τῇ ἀνάγκῃ τοῦ μεταφορικοῦ ἔργου διὰ ἐξασφάλισιν τῆς ἐλευθέρας κινήσεως καὶ τῆς βελτιώσεως τῆς ἐξυπηρετήσεως τοῦ κοινοῦ. <box>28 831 237 902</box>
racing-date: ΠΑΡΑΣΚΕΥΗΝ 27 ΜΑΪΟΥ 1960 <box>915 1106 1071 1119</box>
paragraph: Ἡ νέα ἐμπορικὴ πολιτικὴ στηρίζεται εἰς τὴν ἀνάγκην νὰ πωλοῦνται τὰ προϊόντα τῆς Η.Α.Δ. εἰς τὰς ἀγορὰς τῶν Ἀραβικῶν χωρῶν. Ἡ Η.Α.Δ. θὰ ἐξαγάγῃ εἰς Κουβὲιτ βαμβακερὰ νήματα, ζαχαροπλαστικά, κρόμμυα. <box>1330 156 1544 241</box>
misrair-logo: MISRAIR <box>1193 1832 1464 1900</box>
paragraph: Εἰς συνέντευξιν μας, ἐθέσαμεν εἰς αὐτὸν τὸ ἐρώτημα κατὰ πόσον αἱ σχέσεις τῶν Κυπρίων ἐργατῶν μετὰ τῶν ἀραβικῶν συνδικάτων θὰ ἐνισχυθοῦν. <box>475 981 675 1052</box>
fioro-article <box>475 1152 674 1523</box>
continued-note: (Συνέχεια ἐκ 1ης σελίδος) <box>185 666 299 679</box>
themelis-headline: Ο ΓΕΩΡΓΙΟΣ ΘΕΜΕΛΗΣ ΜΕ ΤΗΝ ΣΥΜΦΩΝΙΚΗΝ ΟΡΧΗΣΤΡΑΝ <box>895 207 1090 255</box>
paragraph: Ἡ Ἀφρικανικὴ Ἐθνικὴ Κοινοβουλευτικὴ Ὁμάς θὰ παραμείνῃ εἰς τὴν Αἴγυπτον ἐπὶ τινὰς ἡμέρας διὰ νὰ συναντηθῇ μὲ ἐκπροσώπους τῆς Κυβερνήσεως. <box>682 457 880 527</box>
paragraph: Αἱ ὁμάδες καλαθοσφαιρίσεως θὰ ἀγωνισθοῦν τὴν Κυριακὴν εἰς Μανσοῦρα ἐπὶ τῇ εὐκαιρίᾳ τῆς 5ης ἐπετείου τοῦ ὁμίλου. <box>1330 624 1544 681</box>
cotton-headline: ΤΟ ΣΗΜΕΡΙΝΟΝ ΑΝΟΙΓΜΑ <box>1353 340 1522 359</box>
